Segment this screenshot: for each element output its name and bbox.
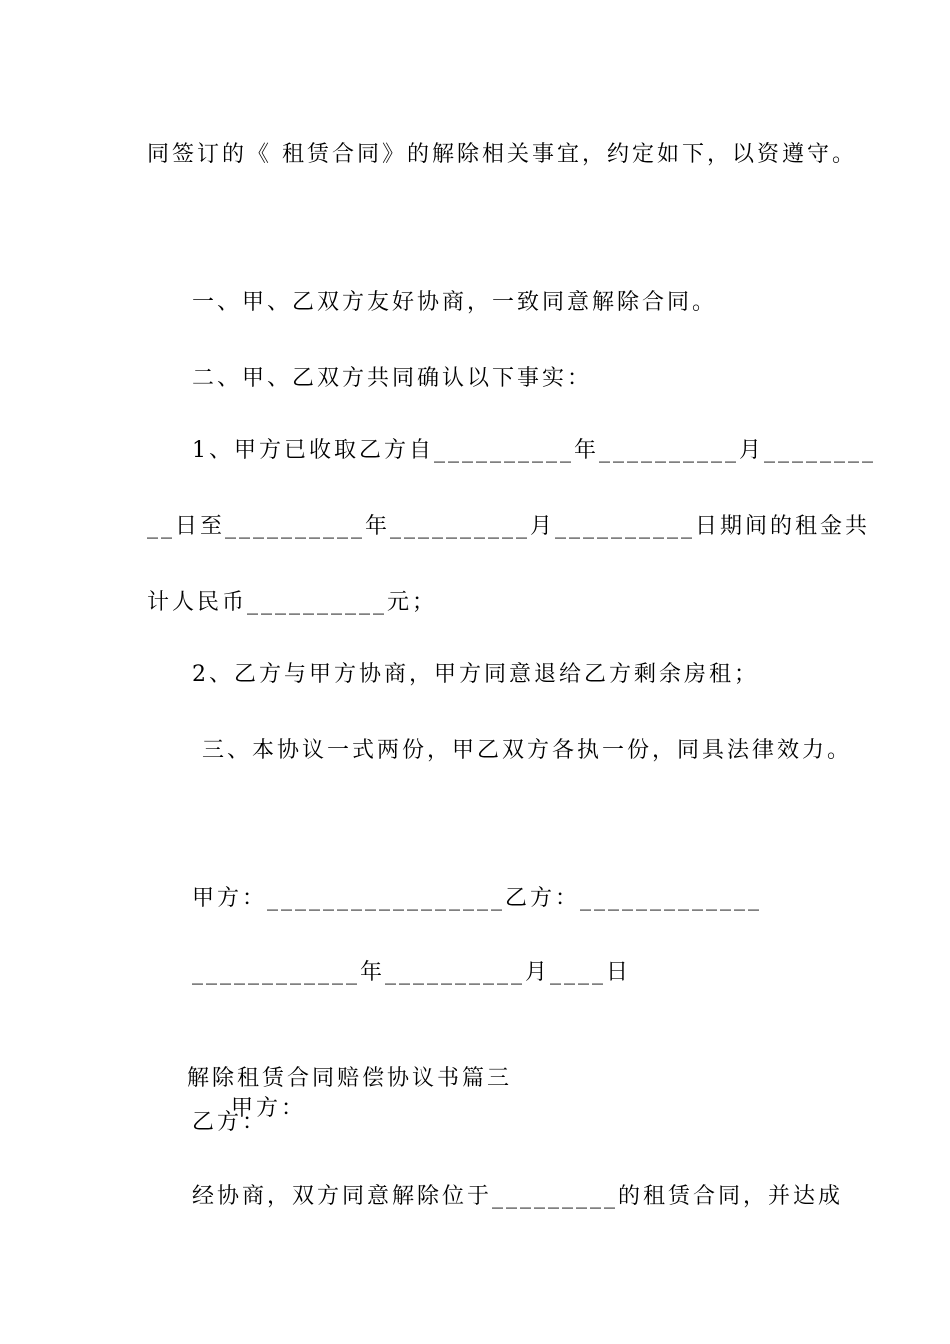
text-line-clause-1: 一、甲、乙双方友好协商，一致同意解除合同。 <box>192 290 718 315</box>
party-b-label: 乙方： <box>192 1110 268 1135</box>
text-line-item-1: 1、甲方已收取乙方自__________年__________月________ <box>192 438 876 463</box>
text-line-clause-2: 二、甲、乙双方共同确认以下事实： <box>192 366 593 391</box>
text-line-intro: 同签订的《 租赁合同》的解除相关事宜，约定如下，以资遵守。 <box>147 142 857 167</box>
text-line-clause-3: 三、本协议一式两份，甲乙双方各执一份，同具法律效力。 <box>192 738 852 763</box>
signature-line-date: ____________年__________月____日 <box>192 960 632 985</box>
text-line-item-2: 2、乙方与甲方协商，甲方同意退给乙方剩余房租； <box>192 662 759 687</box>
text-line-item-1-amount: 计人民币__________元； <box>147 590 438 615</box>
signature-line-parties: 甲方：_________________乙方：_____________ <box>192 886 763 911</box>
party-a-label: 甲方： <box>230 1096 306 1121</box>
text-line-negotiation: 经协商，双方同意解除位于_________的租赁合同，并达成 <box>192 1184 844 1209</box>
text-line-item-1-cont: __日至__________年__________月__________日期间的租金共 <box>147 514 871 539</box>
section-title: 解除租赁合同赔偿协议书篇三 <box>186 1066 512 1091</box>
